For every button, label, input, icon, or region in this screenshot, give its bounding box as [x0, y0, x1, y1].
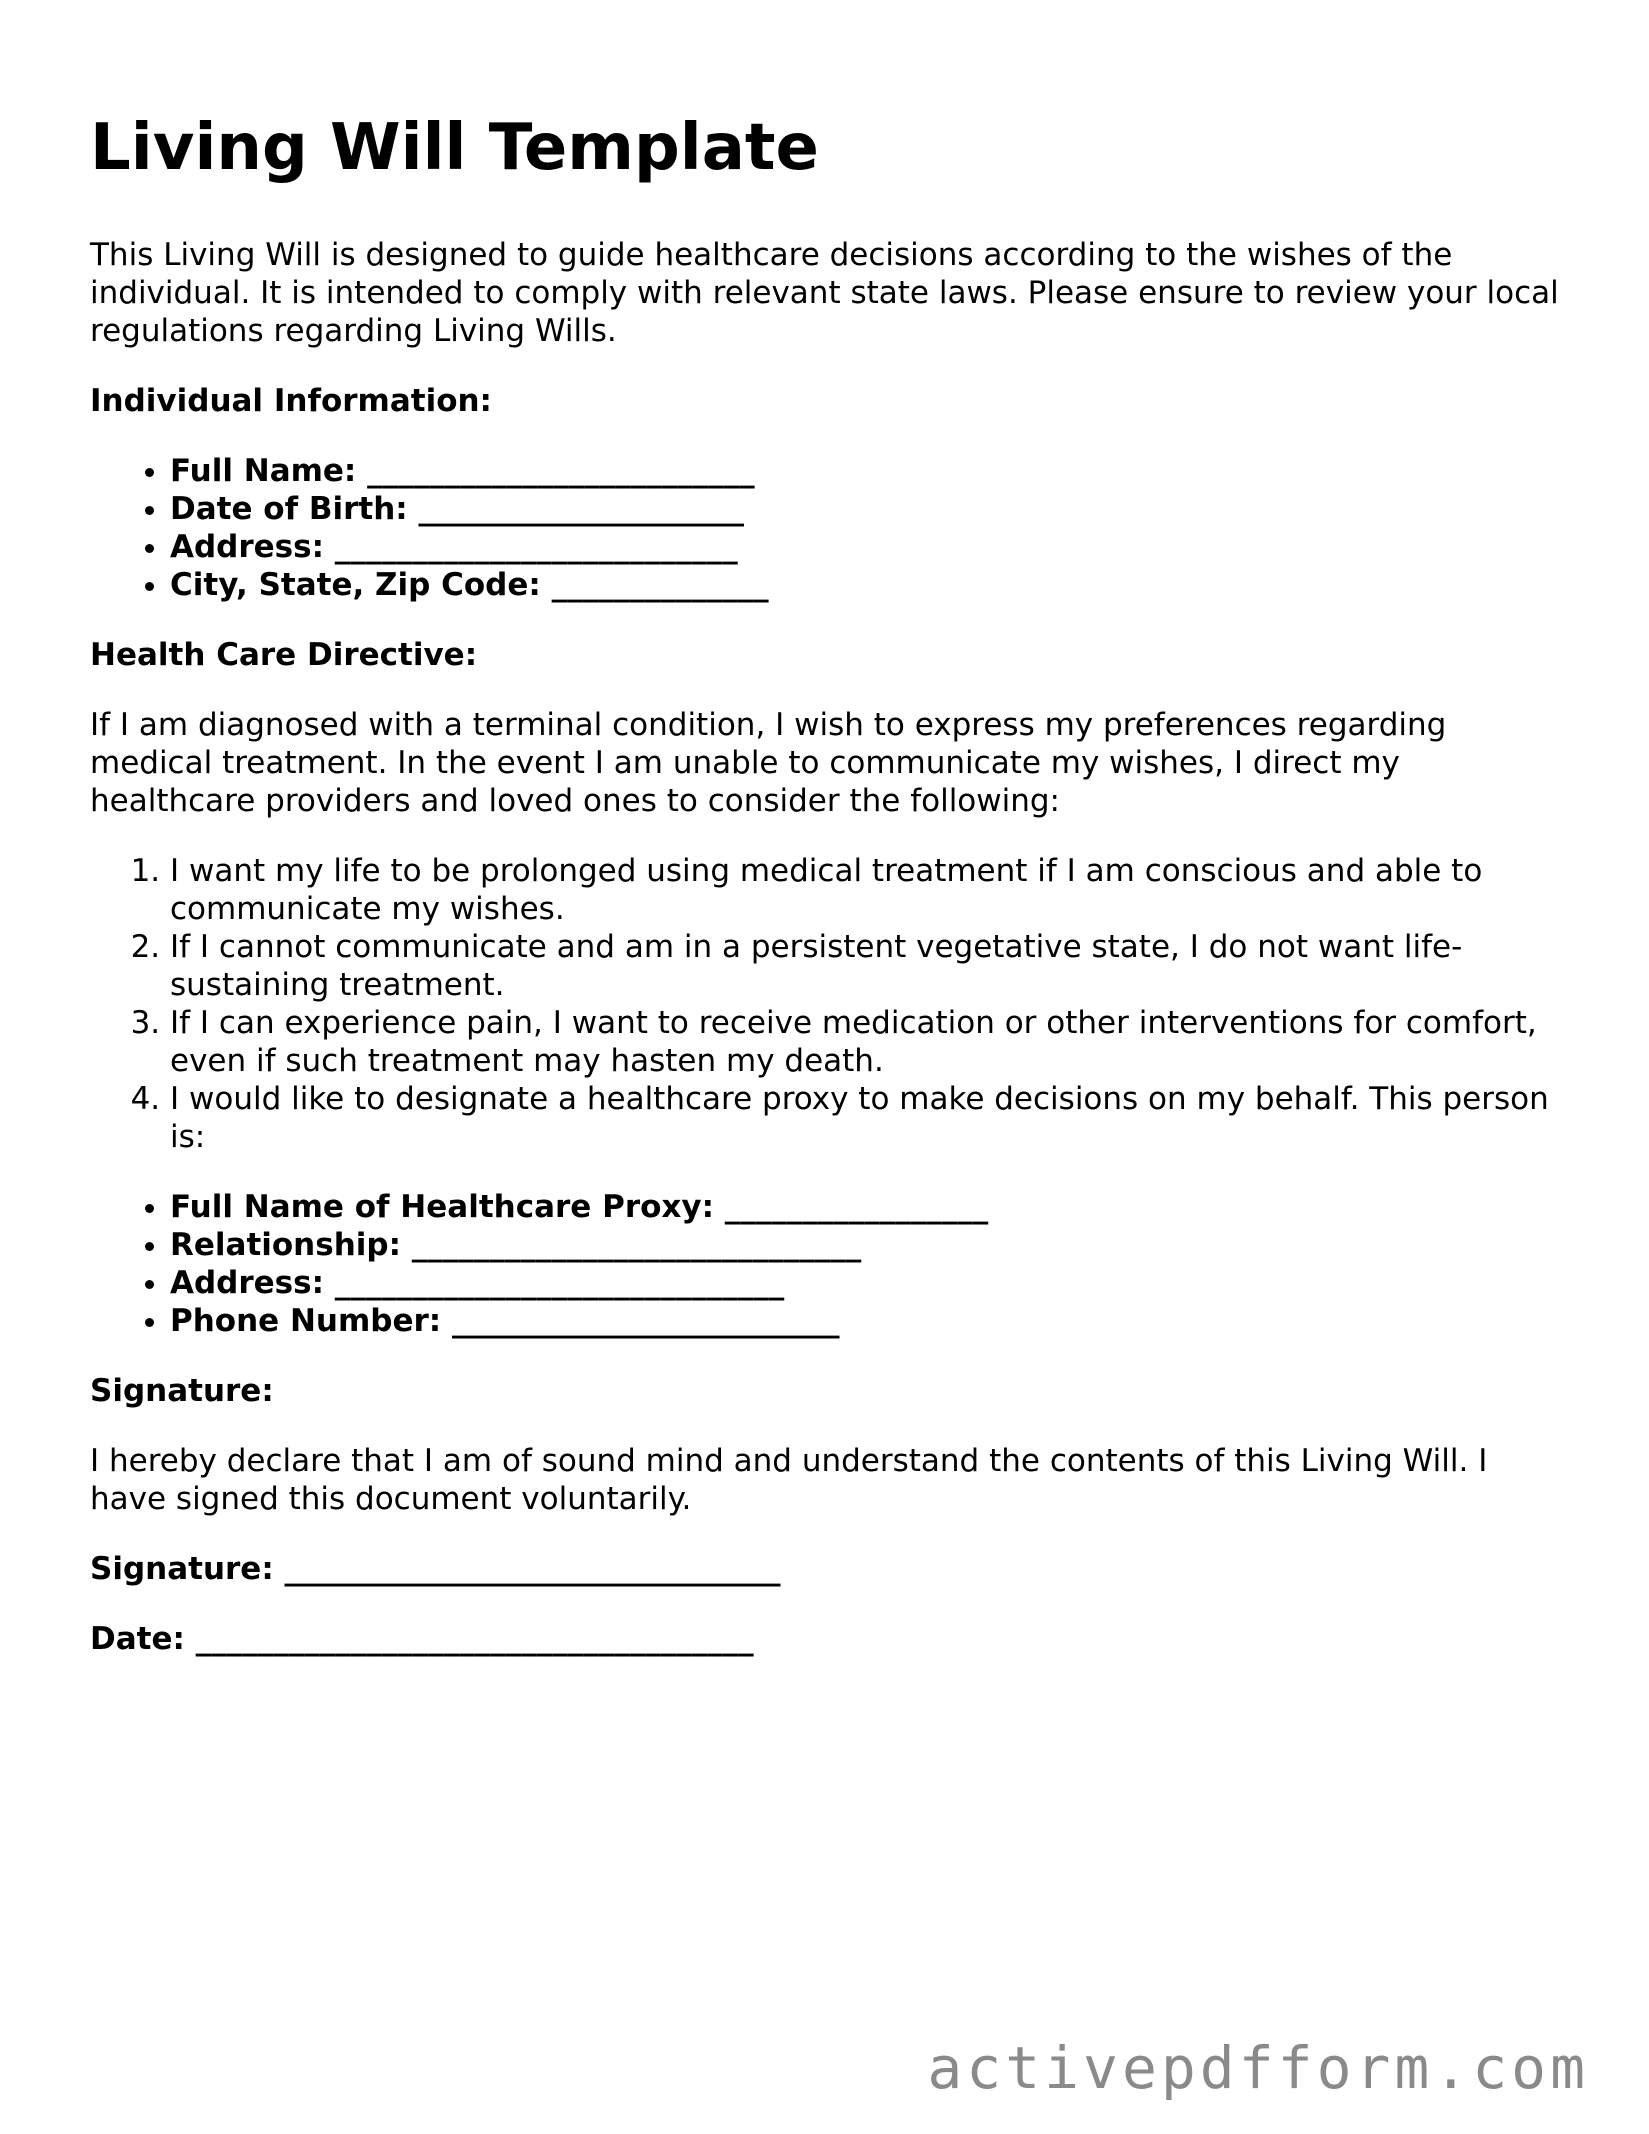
- directive-item: 3. If I can experience pain, I want to receive medication or other interventions for comfort, even if such treatment may hasten my death.: [170, 1004, 1570, 1080]
- proxy-name-field: • Full Name of Healthcare Proxy: _________________: [170, 1188, 1570, 1226]
- proxy-phone-field: • Phone Number: _________________________: [170, 1302, 1570, 1340]
- city-state-zip-field: • City, State, Zip Code: ______________: [170, 566, 1570, 604]
- directive-list: [90, 852, 1570, 1156]
- directive-heading: Health Care Directive:: [90, 637, 478, 673]
- directive-paragraph: If I am diagnosed with a terminal condition, I wish to express my preferences regarding medical treatment. In the event I am unable to communicate my wishes, I direct my healthcare providers and loved ones to consider the following:: [90, 707, 1447, 819]
- page-title: Living Will Template: [90, 111, 819, 185]
- signature-line: Signature: ________________________________: [90, 1551, 781, 1587]
- watermark: activepdfform.com: [927, 2034, 1589, 2102]
- intro-paragraph: This Living Will is designed to guide healthcare decisions according to the wishes of the individual. It is intended to comply with relevant state laws. Please ensure to review your local regulations regarding Living Wills.: [90, 237, 1559, 349]
- individual-info-list: [90, 452, 1570, 604]
- address-field: • Address: __________________________: [170, 528, 1570, 566]
- date-line: Date: ____________________________________: [90, 1621, 754, 1657]
- directive-item: 2. If I cannot communicate and am in a persistent vegetative state, I do not want life-sustaining treatment.: [170, 928, 1570, 1004]
- directive-item: 1. I want my life to be prolonged using medical treatment if I am conscious and able to communicate my wishes.: [170, 852, 1570, 928]
- signature-paragraph: I hereby declare that I am of sound mind and understand the contents of this Living Will. I have signed this document voluntarily.: [90, 1443, 1488, 1517]
- proxy-relationship-field: • Relationship: _____________________________: [170, 1226, 1570, 1264]
- proxy-info-list: [90, 1188, 1570, 1340]
- signature-heading: Signature:: [90, 1373, 274, 1409]
- full-name-field: • Full Name: _________________________: [170, 452, 1570, 490]
- proxy-address-field: • Address: _____________________________: [170, 1264, 1570, 1302]
- individual-info-heading: Individual Information:: [90, 383, 492, 419]
- directive-item: 4. I would like to designate a healthcare proxy to make decisions on my behalf. This person is:: [170, 1080, 1570, 1156]
- document-page: [90, 110, 1570, 1690]
- date-of-birth-field: • Date of Birth: _____________________: [170, 490, 1570, 528]
